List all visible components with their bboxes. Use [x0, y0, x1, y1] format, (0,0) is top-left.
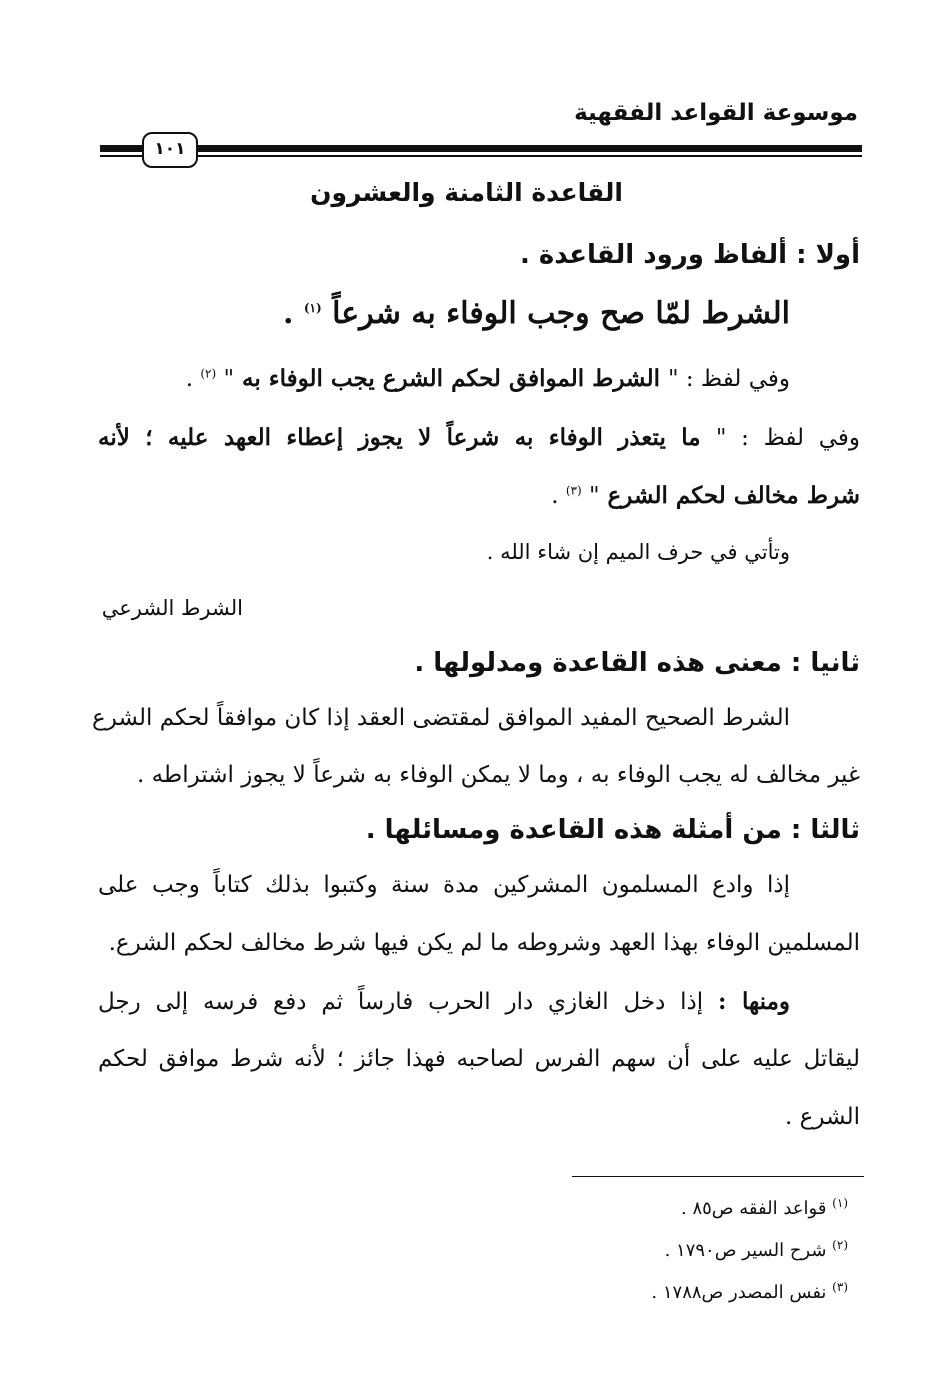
section-2-line-1: الشرط الصحيح المفيد الموافق لمقتضى العقد إذا كان موافقاً لحكم الشرع	[92, 705, 790, 731]
footnote-1-number: (١)	[832, 1196, 848, 1210]
rule-statement-text: الشرط لمّا صح وجب الوفاء به شرعاً	[321, 296, 790, 331]
footnote-ref-1: (١)	[303, 301, 322, 315]
variant-2-text-1: ما يتعذر الوفاء به شرعاً لا يجوز إعطاء العهد عليه ؛ لأنه	[98, 424, 716, 451]
variant-2-end: .	[551, 483, 566, 509]
variant-1-prefix: وفي لفظ : "	[667, 366, 790, 392]
footnote-3-text: نفس المصدر ص١٧٨٨ .	[651, 1282, 833, 1303]
header-rule	[100, 145, 862, 152]
example-2-lead: ومنها :	[718, 988, 790, 1015]
example-2-line-3: الشرع .	[785, 1104, 860, 1130]
footnote-2-text: شرح السير ص١٧٩٠ .	[664, 1240, 833, 1261]
footnote-1-text: قواعد الفقه ص٨٥ .	[681, 1198, 833, 1219]
example-1-line-1: إذا وادع المسلمون المشركين مدة سنة وكتبوا بذلك كتاباً وجب على	[98, 872, 790, 898]
section-1-heading: أولا : ألفاظ ورود القاعدة .	[519, 240, 860, 270]
variant-2-prefix: وفي لفظ : "	[715, 425, 860, 451]
footnote-divider	[572, 1176, 864, 1177]
rule-title: القاعدة الثامنة والعشرون	[310, 178, 623, 207]
section-2-line-2: غير مخالف له يجب الوفاء به ، وما لا يمكن الوفاء به شرعاً لا يجوز اشتراطه .	[136, 762, 860, 788]
side-label: الشرط الشرعي	[101, 596, 243, 620]
variant-1-end: .	[185, 366, 201, 392]
variant-2-line-2	[551, 482, 860, 509]
variant-2-line-1	[98, 424, 860, 451]
variant-1-text: الشرط الموافق لحكم الشرع يجب الوفاء به	[234, 365, 668, 392]
header-rule-thin	[100, 155, 862, 157]
footnote-3	[651, 1280, 848, 1303]
section-3-heading: ثالثا : من أمثلة هذه القاعدة ومسائلها .	[365, 815, 860, 845]
book-title: موسوعة القواعد الفقهية	[574, 100, 858, 126]
example-2-line-2: ليقاتل عليه على أن سهم الفرس لصاحبه فهذا جائز ؛ لأنه شرط موافق لحكم	[98, 1046, 860, 1072]
footnote-2-number: (٢)	[832, 1238, 848, 1252]
variant-1	[186, 365, 790, 392]
variant-2-text-2: شرط مخالف لحكم الشرع	[599, 482, 860, 509]
cross-reference-note: وتأتي في حرف الميم إن شاء الله .	[486, 540, 790, 564]
footnote-1	[681, 1196, 848, 1219]
footnote-ref-3: (٣)	[565, 483, 582, 498]
example-1-line-2: المسلمين الوفاء بهذا العهد وشروطه ما لم يكن فيها شرط مخالف لحكم الشرع.	[108, 930, 860, 956]
variant-2-suffix: "	[581, 483, 600, 509]
variant-1-suffix: "	[216, 366, 235, 392]
example-2-line-1	[98, 988, 790, 1015]
rule-statement	[283, 296, 790, 331]
example-2-text-1: إذا دخل الغازي دار الحرب فارساً ثم دفع فرسه إلى رجل	[98, 989, 719, 1015]
rule-statement-end: .	[282, 296, 304, 331]
page-number: ١٠١	[142, 132, 198, 168]
footnote-ref-2: (٢)	[200, 366, 217, 381]
footnote-3-number: (٣)	[832, 1280, 848, 1294]
section-2-heading: ثانيا : معنى هذه القاعدة ومدلولها .	[414, 648, 860, 678]
footnote-2	[665, 1238, 848, 1261]
